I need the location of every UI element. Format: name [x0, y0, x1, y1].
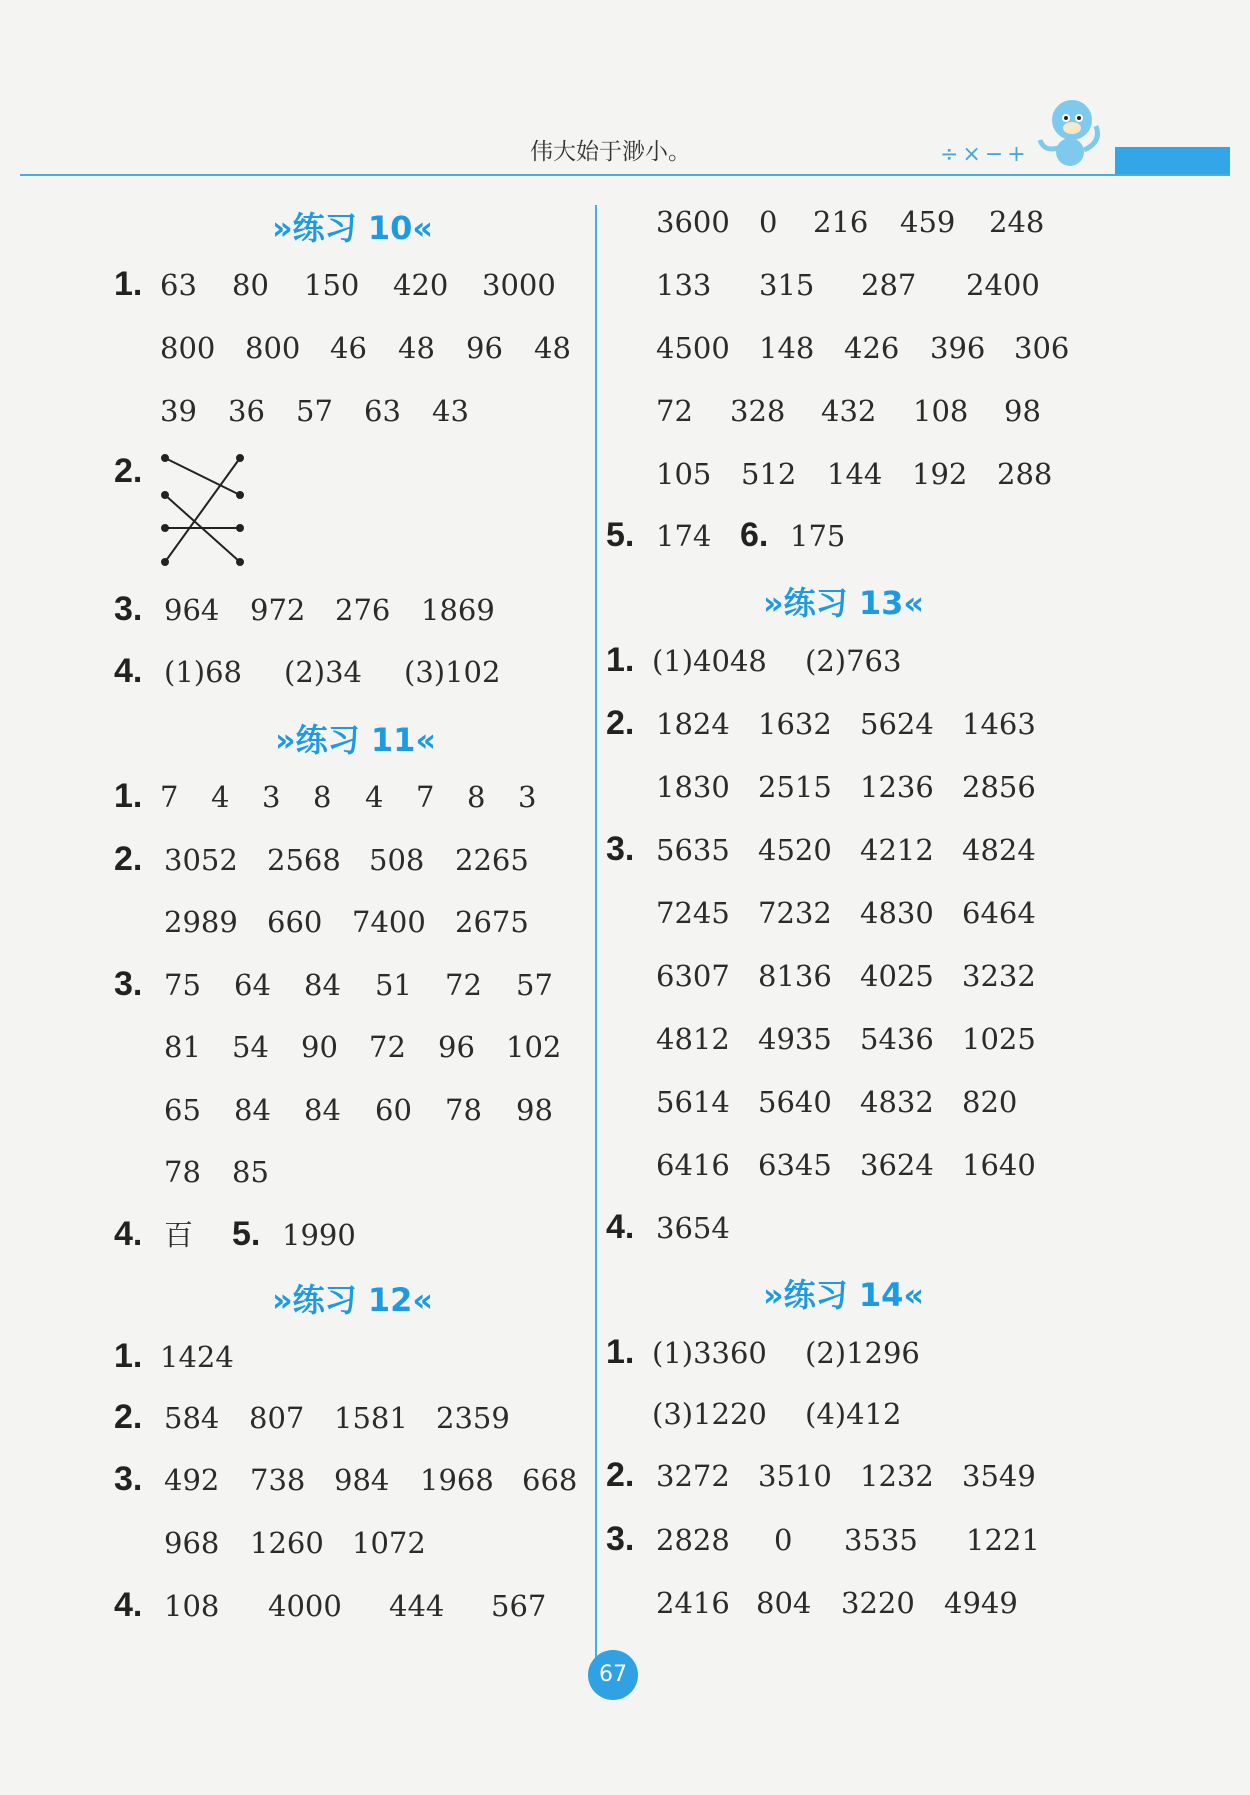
answer-value: 105	[656, 457, 712, 491]
answer-value: 508	[369, 843, 425, 877]
answer-value: 3510	[758, 1459, 832, 1493]
question-number: 3.	[114, 965, 143, 1003]
answer-value: 4212	[860, 833, 934, 867]
exercise-title: »练习 10«	[272, 209, 434, 247]
answer-value: 39	[160, 394, 197, 428]
answer-value: 1236	[860, 770, 934, 804]
answer-value: 4824	[962, 833, 1036, 867]
answer-value: 492	[164, 1463, 220, 1497]
question-number: 1.	[114, 265, 143, 303]
answer-value: 972	[250, 593, 306, 627]
answer-value: 3272	[656, 1459, 730, 1493]
answer-value: 133	[656, 268, 712, 302]
answer-value: 1632	[758, 707, 832, 741]
answer-value: (1)3360	[652, 1336, 767, 1370]
answer-value: 8136	[758, 959, 832, 993]
answer-value: 738	[250, 1463, 306, 1497]
answer-value: 98	[516, 1093, 553, 1127]
answer-value: 192	[912, 457, 968, 491]
answer-value: 148	[759, 331, 815, 365]
answer-value: 3624	[860, 1148, 934, 1182]
answer-value: 108	[913, 394, 969, 428]
answer-value: 4949	[944, 1586, 1018, 1620]
answer-value: 804	[756, 1586, 812, 1620]
answer-value: 444	[389, 1589, 445, 1623]
answer-value: 328	[730, 394, 786, 428]
answer-value: 2675	[455, 905, 529, 939]
answer-value: 72	[656, 394, 693, 428]
question-number: 3.	[606, 1520, 635, 1558]
answer-value: (1)4048	[652, 644, 767, 678]
answer-value: 5640	[758, 1085, 832, 1119]
answer-value: 3535	[844, 1523, 918, 1557]
answer-value: 4500	[656, 331, 730, 365]
header-operators: ÷×−+	[940, 142, 1030, 167]
answer-value: 4830	[860, 896, 934, 930]
answer-value: (4)412	[805, 1397, 902, 1431]
question-number: 3.	[606, 830, 635, 868]
answer-value: 1824	[656, 707, 730, 741]
answer-value: 175	[790, 519, 846, 553]
answer-value: (1)68	[164, 655, 242, 689]
answer-value: 7245	[656, 896, 730, 930]
question-number: 3.	[114, 1460, 143, 1498]
question-number: 2.	[114, 452, 143, 490]
question-number: 3.	[114, 590, 143, 628]
answer-value: (3)1220	[652, 1397, 767, 1431]
answer-value: 98	[1004, 394, 1041, 428]
answer-value: 800	[245, 331, 301, 365]
answer-value: 36	[228, 394, 265, 428]
answer-value: 512	[741, 457, 797, 491]
answer-value: 96	[466, 331, 503, 365]
answer-value: 820	[962, 1085, 1018, 1119]
question-number: 4.	[114, 1215, 143, 1253]
answer-value: 46	[330, 331, 367, 365]
page-number: 67	[588, 1650, 638, 1700]
answer-value: 150	[304, 268, 360, 302]
answer-value: 6345	[758, 1148, 832, 1182]
answer-value: 7	[160, 780, 179, 814]
question-number: 2.	[114, 1398, 143, 1436]
answer-value: 57	[296, 394, 333, 428]
answer-value: 1830	[656, 770, 730, 804]
answer-value: 420	[393, 268, 449, 302]
answer-value: 315	[759, 268, 815, 302]
answer-value: 4935	[758, 1022, 832, 1056]
answer-value: 459	[900, 205, 956, 239]
answer-value: 248	[989, 205, 1045, 239]
answer-value: 54	[232, 1030, 269, 1064]
answer-value: 43	[432, 394, 469, 428]
answer-value: 63	[160, 268, 197, 302]
answer-value: 4520	[758, 833, 832, 867]
answer-value: 78	[445, 1093, 482, 1127]
answer-value: 2416	[656, 1586, 730, 1620]
answer-value: 0	[774, 1523, 793, 1557]
answer-value: 288	[997, 457, 1053, 491]
answer-value: 567	[491, 1589, 547, 1623]
answer-value: 80	[232, 268, 269, 302]
answer-value: 1990	[282, 1218, 356, 1252]
answer-value: 1968	[420, 1463, 494, 1497]
answer-value: 90	[301, 1030, 338, 1064]
answer-value: 3000	[482, 268, 556, 302]
question-number: 2.	[606, 1456, 635, 1494]
answer-value: 3	[518, 780, 537, 814]
answer-value: 60	[375, 1093, 412, 1127]
question-number: 2.	[114, 840, 143, 878]
answer-value: 1581	[334, 1401, 408, 1435]
answer-value: 4	[211, 780, 230, 814]
answer-value: 3	[262, 780, 281, 814]
question-number: 2.	[606, 704, 635, 742]
header-motto: 伟大始于渺小。	[530, 139, 691, 165]
answer-value: (3)102	[404, 655, 501, 689]
answer-value: 2568	[267, 843, 341, 877]
answer-value: 584	[164, 1401, 220, 1435]
answer-value: 968	[164, 1526, 220, 1560]
answer-value: 1463	[962, 707, 1036, 741]
column-divider	[595, 205, 597, 1680]
answer-value: 8	[313, 780, 332, 814]
answer-value: 4025	[860, 959, 934, 993]
answer-value: 64	[234, 968, 271, 1002]
answer-value: 1260	[250, 1526, 324, 1560]
answer-value: 964	[164, 593, 220, 627]
answer-value: 6307	[656, 959, 730, 993]
answer-value: (2)763	[805, 644, 902, 678]
question-number: 1.	[606, 1333, 635, 1371]
answer-value: 6464	[962, 896, 1036, 930]
question-number: 1.	[114, 777, 143, 815]
answer-value: 426	[844, 331, 900, 365]
answer-value: 102	[506, 1030, 562, 1064]
matching-lines-diagram	[155, 450, 255, 570]
answer-value: 84	[304, 968, 341, 1002]
answer-value: (2)34	[284, 655, 362, 689]
answer-value: 396	[930, 331, 986, 365]
monkey-mascot-icon	[1030, 92, 1110, 172]
exercise-title: »练习 14«	[763, 1276, 925, 1314]
answer-value: 4	[365, 780, 384, 814]
answer-value: 84	[304, 1093, 341, 1127]
answer-value: 96	[438, 1030, 475, 1064]
answer-value: 1025	[962, 1022, 1036, 1056]
answer-value: 0	[759, 205, 778, 239]
answer-value: 7	[416, 780, 435, 814]
answer-value: 807	[249, 1401, 305, 1435]
answer-value: 1221	[966, 1523, 1040, 1557]
answer-value: 287	[861, 268, 917, 302]
answer-value: 57	[516, 968, 553, 1002]
answer-value: 3600	[656, 205, 730, 239]
answer-value: 63	[364, 394, 401, 428]
exercise-title: »练习 13«	[763, 584, 925, 622]
question-number: 1.	[114, 1337, 143, 1375]
answer-value: 85	[232, 1155, 269, 1189]
answer-value: 3220	[841, 1586, 915, 1620]
answer-value: 432	[821, 394, 877, 428]
answer-value: 5624	[860, 707, 934, 741]
answer-value: 108	[164, 1589, 220, 1623]
answer-value: 984	[334, 1463, 390, 1497]
answer-value: 216	[813, 205, 869, 239]
question-number: 4.	[114, 652, 143, 690]
answer-value: 8	[467, 780, 486, 814]
exercise-title: »练习 12«	[272, 1281, 434, 1319]
answer-value: 1640	[962, 1148, 1036, 1182]
answer-value: 1424	[160, 1340, 234, 1374]
answer-value: 2856	[962, 770, 1036, 804]
answer-value: 2400	[966, 268, 1040, 302]
answer-value: 2265	[455, 843, 529, 877]
answer-value: 48	[398, 331, 435, 365]
answer-value: 百	[164, 1218, 194, 1252]
answer-value: 81	[164, 1030, 201, 1064]
answer-value: 144	[827, 457, 883, 491]
answer-value: 5635	[656, 833, 730, 867]
answer-value: 174	[656, 519, 712, 553]
answer-value: 51	[375, 968, 412, 1002]
answer-value: 3232	[962, 959, 1036, 993]
answer-value: 4812	[656, 1022, 730, 1056]
answer-value: 660	[267, 905, 323, 939]
answer-value: 48	[534, 331, 571, 365]
answer-value: 3654	[656, 1211, 730, 1245]
answer-value: 84	[234, 1093, 271, 1127]
answer-value: 1072	[352, 1526, 426, 1560]
question-number: 5.	[606, 516, 635, 554]
answer-value: 72	[445, 968, 482, 1002]
answer-value: 2359	[436, 1401, 510, 1435]
answer-value: 75	[164, 968, 201, 1002]
header-accent-bar	[1115, 147, 1230, 174]
header-divider	[20, 174, 1230, 176]
question-number: 4.	[606, 1208, 635, 1246]
answer-value: 276	[335, 593, 391, 627]
answer-value: 7400	[352, 905, 426, 939]
answer-value: 6416	[656, 1148, 730, 1182]
answer-value: 306	[1014, 331, 1070, 365]
answer-value: 4832	[860, 1085, 934, 1119]
answer-value: 72	[369, 1030, 406, 1064]
answer-value: 65	[164, 1093, 201, 1127]
answer-value: 5614	[656, 1085, 730, 1119]
answer-value: 2515	[758, 770, 832, 804]
answer-value: 1869	[421, 593, 495, 627]
question-number: 4.	[114, 1586, 143, 1624]
answer-value: 2828	[656, 1523, 730, 1557]
answer-value: 668	[522, 1463, 578, 1497]
answer-value: 78	[164, 1155, 201, 1189]
answer-value: 800	[160, 331, 216, 365]
question-number: 1.	[606, 641, 635, 679]
exercise-title: »练习 11«	[275, 721, 437, 759]
answer-value: 2989	[164, 905, 238, 939]
answer-value: 3052	[164, 843, 238, 877]
answer-value: 7232	[758, 896, 832, 930]
answer-value: 4000	[268, 1589, 342, 1623]
answer-value: 5436	[860, 1022, 934, 1056]
answer-value: (2)1296	[805, 1336, 920, 1370]
answer-value: 3549	[962, 1459, 1036, 1493]
question-number: 6.	[740, 516, 769, 554]
question-number: 5.	[232, 1215, 261, 1253]
answer-value: 1232	[860, 1459, 934, 1493]
